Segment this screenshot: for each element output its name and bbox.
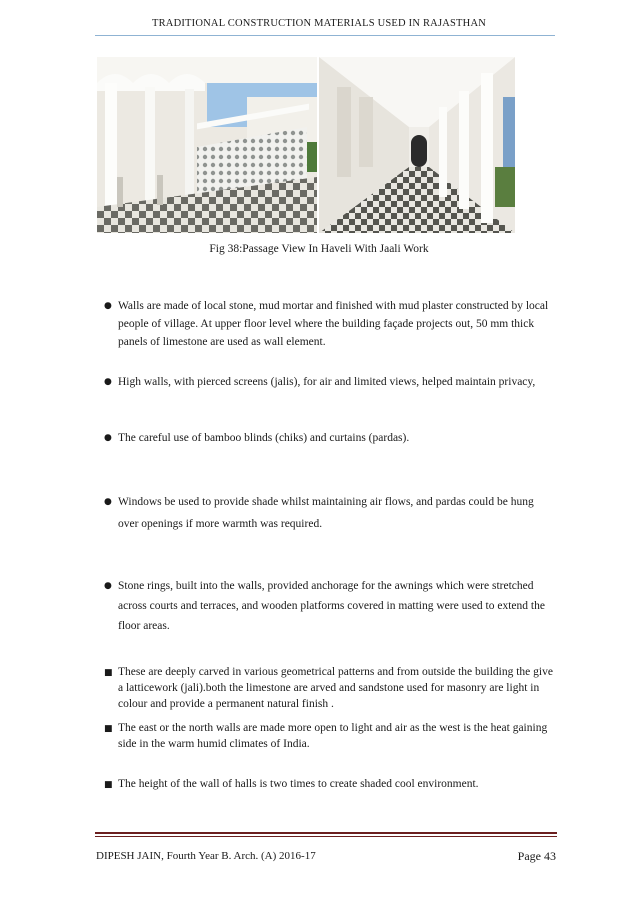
photo-corridor <box>319 57 515 233</box>
list-item: ■ The height of the wall of halls is two times to create shaded cool environment. <box>118 776 553 792</box>
footer-rule-thin <box>95 836 557 837</box>
bullet-dot-icon: ● <box>104 301 112 311</box>
list-item: ■ These are deeply carved in various geometrical patterns and from outside the building the give a latticework (jali).both the limestone are arved and sandstone used for masonry are light in colour and provide a permanent natural finish . <box>104 666 553 710</box>
photo-arched-passage <box>97 57 317 233</box>
footer-author: DIPESH JAIN, Fourth Year B. Arch. (A) 2016-17 <box>96 850 316 862</box>
list-item: ● Windows be used to provide shade whilst maintaining air flows, and pardas could be hung over openings if more warmth was required. <box>118 491 553 535</box>
bullet-dot-icon: ● <box>104 581 112 591</box>
bullet-square-icon: ■ <box>104 668 113 678</box>
list-item: ■ The east or the north walls are made more open to light and air as the west is the heat gaining side in the warm humid climates of India. <box>104 722 548 750</box>
list-item: ● The careful use of bamboo blinds (chiks) and curtains (pardas). <box>118 429 553 447</box>
header-rule <box>95 35 555 36</box>
bullet-dot-icon: ● <box>104 377 112 387</box>
page-number: Page 43 <box>517 849 556 863</box>
footer-rule <box>95 832 557 834</box>
bullet-square-icon: ■ <box>104 724 113 734</box>
bullet-dot-icon: ● <box>104 497 112 507</box>
bullet-square-icon: ■ <box>104 780 113 790</box>
running-header: TRADITIONAL CONSTRUCTION MATERIALS USED IN RAJASTHAN <box>151 18 487 29</box>
bullet-dot-icon: ● <box>104 433 112 443</box>
list-item: ● High walls, with pierced screens (jalis), for air and limited views, helped maintain privacy, <box>118 372 553 393</box>
list-item: ● Walls are made of local stone, mud mortar and finished with mud plaster constructed by local people of village. At upper floor level where the building façade projects out, 50 mm thick panels of limestone are used as wall element. <box>118 297 553 351</box>
list-item: ● Stone rings, built into the walls, provided anchorage for the awnings which were stretched across courts and terraces, and wooden platforms covered in matting were used to extend the floor areas. <box>118 576 553 636</box>
figure-caption: Fig 38:Passage View In Haveli With Jaali Work <box>209 243 429 255</box>
figure-photos <box>97 57 515 233</box>
